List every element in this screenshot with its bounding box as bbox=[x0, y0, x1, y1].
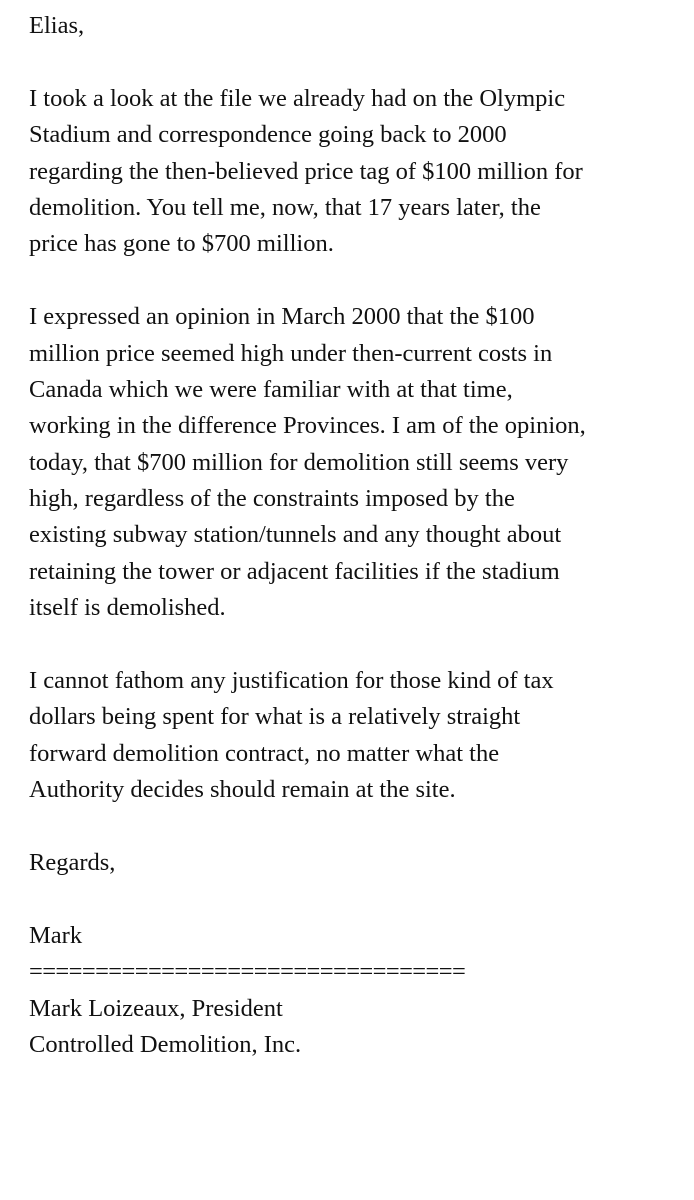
paragraph-line: regarding the then-believed price tag of $100 million for bbox=[29, 157, 583, 185]
paragraph-line: working in the difference Provinces. I am of the opinion, bbox=[29, 412, 586, 440]
closing: Regards, bbox=[29, 848, 116, 876]
signature-name-title: Mark Loizeaux, President bbox=[29, 994, 283, 1022]
spacer bbox=[29, 809, 679, 845]
paragraph-line: million price seemed high under then-current costs in bbox=[29, 339, 553, 367]
paragraph-line: high, regardless of the constraints imposed by the bbox=[29, 485, 515, 513]
paragraph-line: today, that $700 million for demolition still seems very bbox=[29, 448, 569, 476]
paragraph-line: existing subway station/tunnels and any thought about bbox=[29, 521, 562, 549]
paragraph-line: demolition. You tell me, now, that 17 years later, the bbox=[29, 193, 541, 221]
greeting: Elias, bbox=[29, 12, 85, 39]
spacer bbox=[29, 263, 679, 299]
paragraph-2 bbox=[29, 299, 679, 627]
paragraph-line: Stadium and correspondence going back to 2000 bbox=[29, 121, 507, 149]
paragraph-line: itself is demolished. bbox=[29, 594, 226, 622]
email-letter bbox=[29, 8, 679, 1063]
signoff-name: Mark bbox=[29, 921, 83, 949]
paragraph-line: forward demolition contract, no matter what the bbox=[29, 739, 500, 767]
paragraph-line: Canada which we were familiar with at that time, bbox=[29, 375, 513, 403]
paragraph-1 bbox=[29, 81, 679, 263]
signature-separator: ================================= bbox=[29, 958, 466, 986]
spacer bbox=[29, 627, 679, 663]
paragraph-line: Authority decides should remain at the site. bbox=[29, 776, 456, 804]
paragraph-line: dollars being spent for what is a relatively straight bbox=[29, 703, 521, 731]
paragraph-line: I cannot fathom any justification for those kind of tax bbox=[29, 667, 554, 695]
paragraph-line: retaining the tower or adjacent facilities if the stadium bbox=[29, 557, 560, 585]
paragraph-line: I expressed an opinion in March 2000 that the $100 bbox=[29, 303, 535, 331]
spacer bbox=[29, 881, 679, 917]
paragraph-3 bbox=[29, 663, 679, 809]
spacer bbox=[29, 44, 679, 80]
paragraph-line: price has gone to $700 million. bbox=[29, 230, 334, 258]
paragraph-line: I took a look at the file we already had on the Olympic bbox=[29, 84, 566, 112]
signature-company: Controlled Demolition, Inc. bbox=[29, 1030, 302, 1058]
